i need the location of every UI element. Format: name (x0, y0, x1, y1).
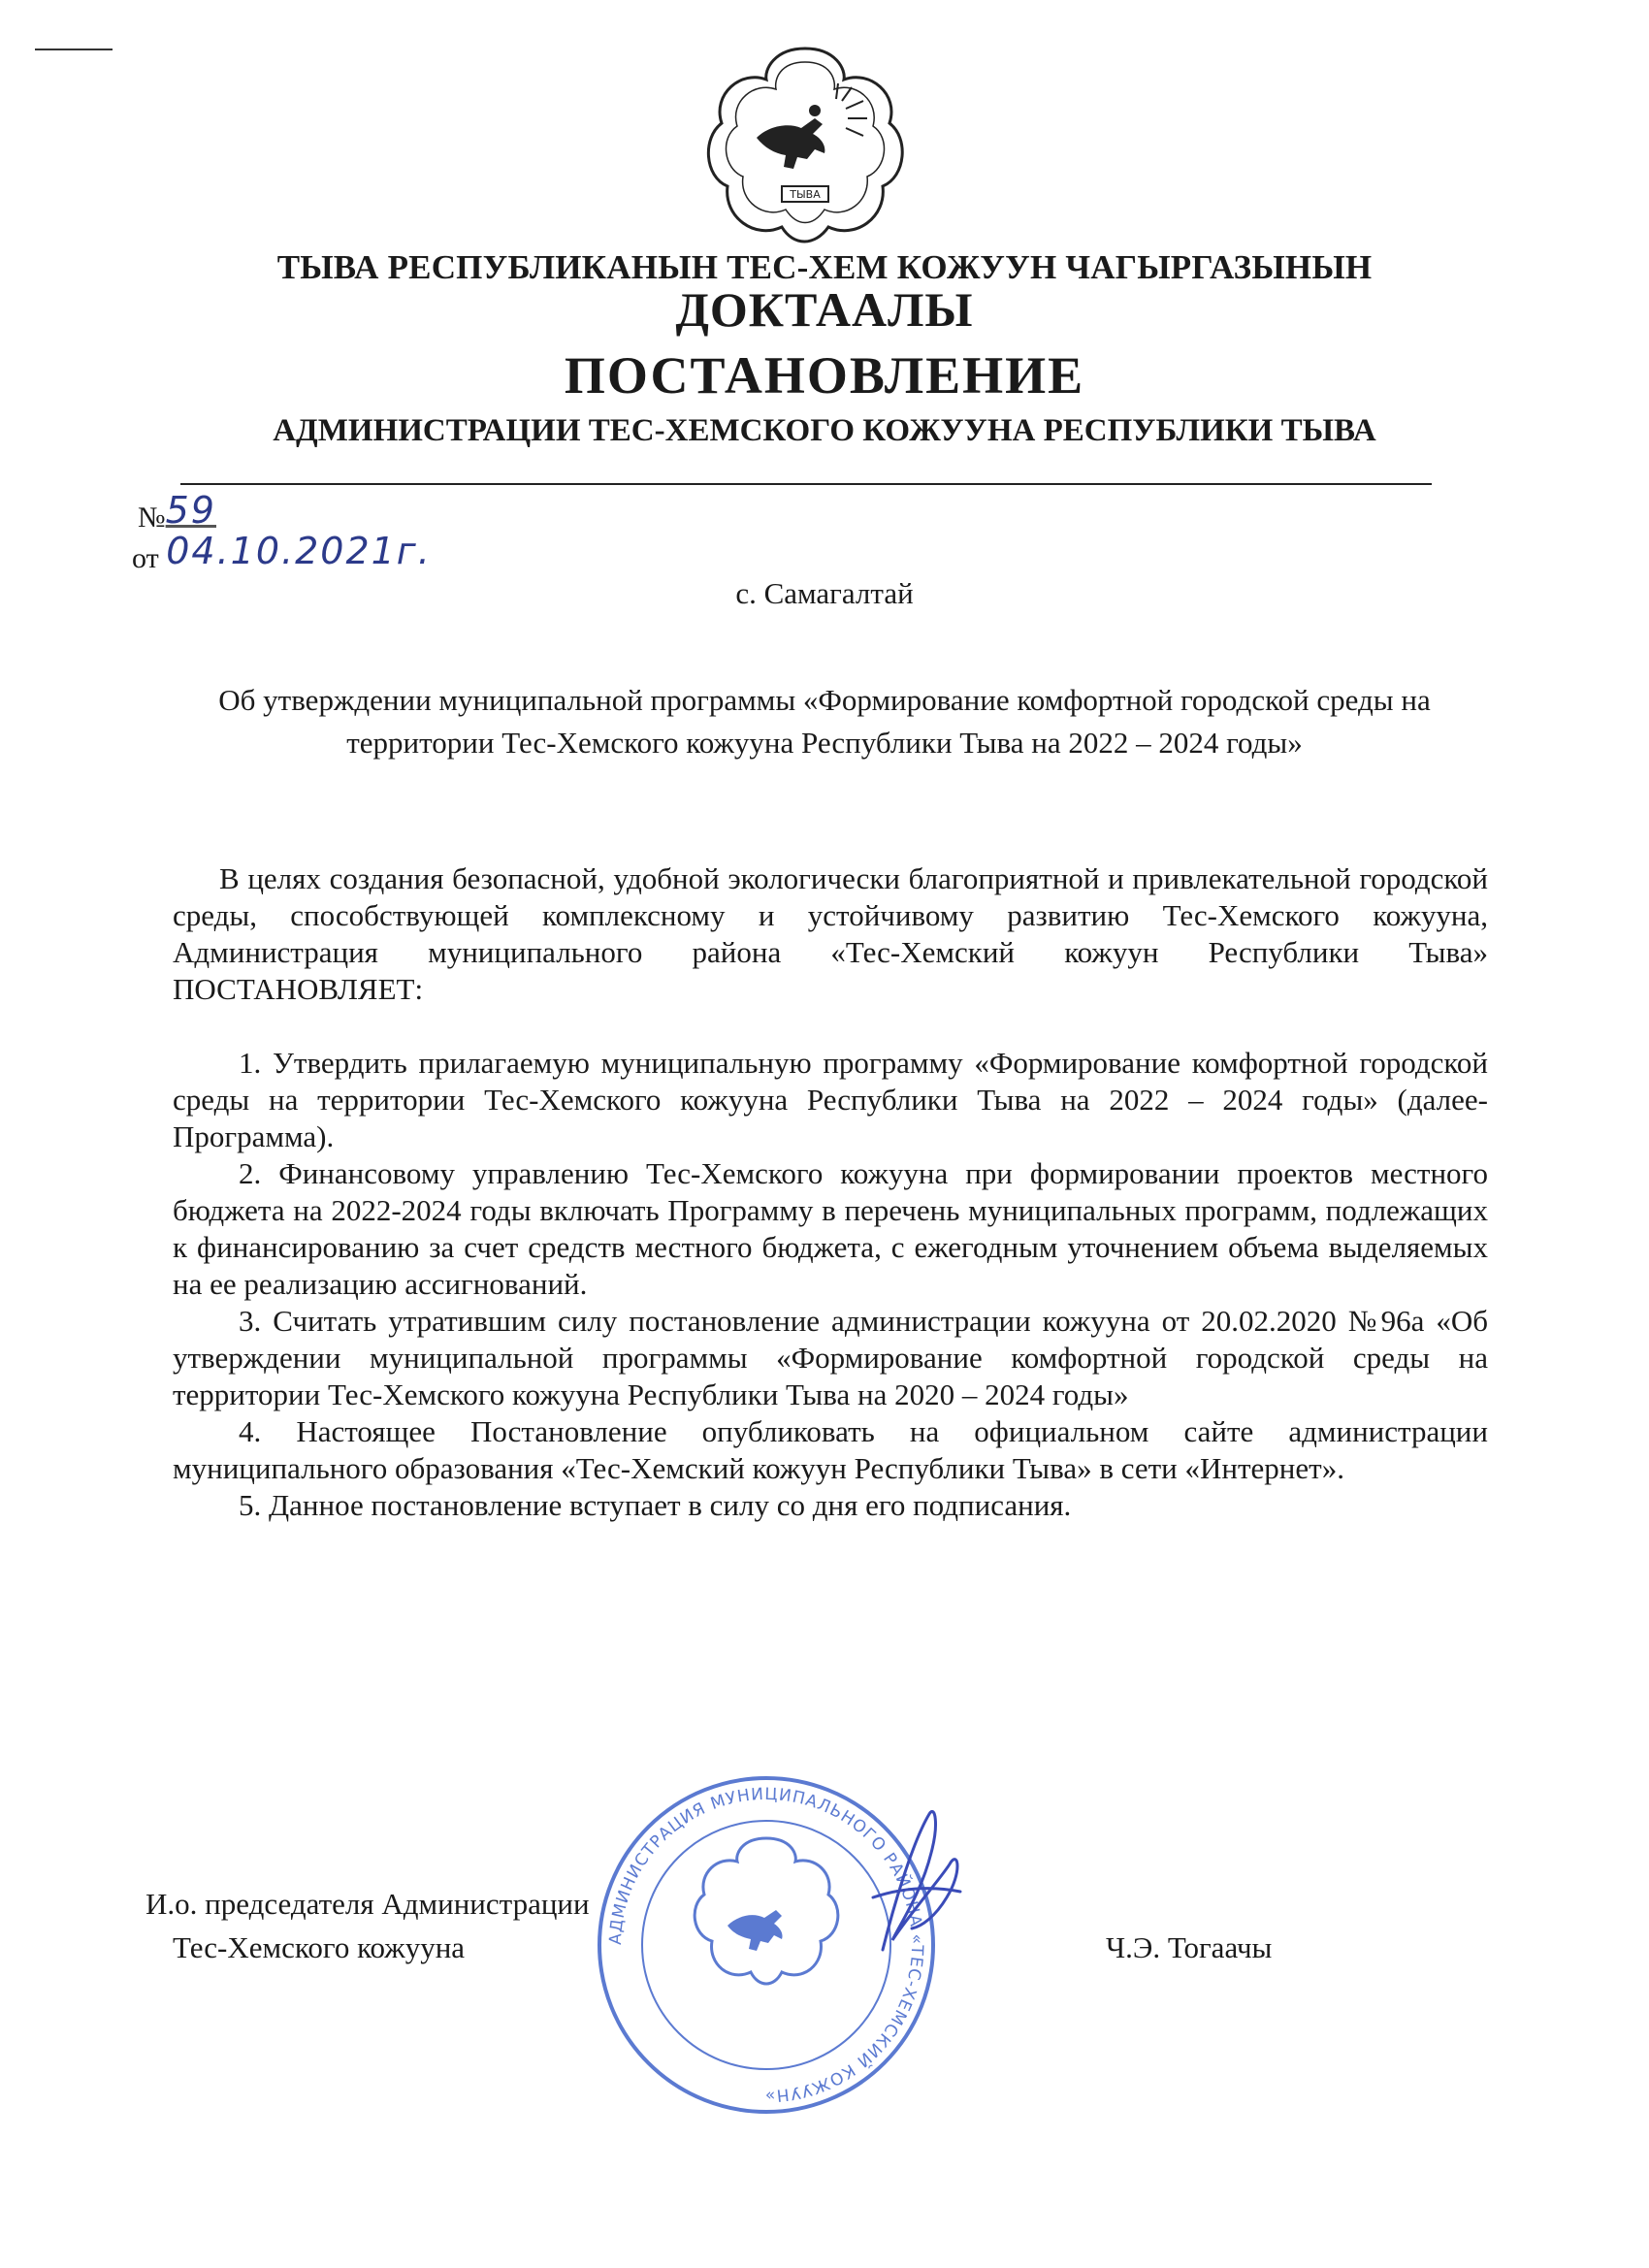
document-body (173, 860, 1488, 1524)
header-divider (180, 483, 1432, 485)
date-handwritten: 04.10.2021г. (166, 530, 432, 572)
header-title-tuvan: ДОКТААЛЫ (675, 282, 974, 337)
date-prefix: от (132, 542, 159, 574)
corner-mark (35, 49, 113, 54)
signatory-name: Ч.Э. Тогаачы (1106, 1930, 1273, 1964)
document-subject: Об утверждении муниципальной программы «Формирование комфортной городской среды на территории Тес-Хемского кожууна Республики Тыва на 2022 – 2024 годы» (218, 683, 1431, 760)
body-item-5: 5. Данное постановление вступает в силу со дня его подписания. (239, 1488, 1072, 1522)
header-title-russian: ПОСТАНОВЛЕНИЕ (564, 346, 1085, 405)
document-date (132, 530, 432, 576)
body-item-1: 1. Утвердить прилагаемую муниципальную программу «Формирование комфортной городской среды на территории Тес-Хемского кожууна Республики Тыва на 2022 – 2024 годы» (далее-Программа). (173, 1046, 1488, 1153)
tuva-coat-of-arms-icon (700, 41, 910, 248)
svg-text:ТЫВА: ТЫВА (790, 188, 821, 201)
body-intro: В целях создания безопасной, удобной экологически благоприятной и привлекательной городской среды, способствующей комплексному и устойчивому развитию Тес-Хемского кожууна, Администрация муниципального района «Тес-Хемский кожуун Республики Тыва» ПОСТАНОВЛЯЕТ: (173, 861, 1488, 1006)
place-of-issue: с. Самагалтай (735, 576, 914, 610)
stamp-text: АДМИНИСТРАЦИЯ МУНИЦИПАЛЬНОГО РАЙОНА «ТЕС-ХЕМСКИЙ КОЖУУН» (605, 1784, 927, 2106)
signatory-position-line2: Тес-Хемского кожууна (173, 1930, 466, 1964)
header-tuvan-line: ТЫВА РЕСПУБЛИКАНЫН ТЕС-ХЕМ КОЖУУН ЧАГЫРГАЗЫНЫН (276, 248, 1373, 286)
body-item-2: 2. Финансовому управлению Тес-Хемского кожууна при формировании проектов местного бюджета на 2022-2024 годы включать Программу в перечень муниципальных программ, подлежащих к финансированию за счет средств местного бюджета, с ежегодным уточнением объема выделяемых на ее реализацию ассигнований. (173, 1156, 1488, 1301)
handwritten-signature (854, 1804, 970, 1960)
number-handwritten: 59 (165, 489, 216, 532)
body-item-3: 3. Считать утратившим силу постановление администрации кожууна от 20.02.2020 №96а «Об утверждении муниципальной программы «Формирование комфортной городской среды на территории Тес-Хемского кожууна Республики Тыва на 2020 – 2024 годы» (173, 1304, 1488, 1411)
header-russian-line: АДМИНИСТРАЦИИ ТЕС-ХЕМСКОГО КОЖУУНА РЕСПУБЛИКИ ТЫВА (273, 413, 1376, 448)
body-item-4: 4. Настоящее Постановление опубликовать на официальном сайте администрации муниципального образования «Тес-Хемский кожуун Республики Тыва» в сети «Интернет». (173, 1414, 1488, 1485)
signatory-position-line1: И.о. председателя Администрации (146, 1887, 590, 1921)
number-prefix: № (138, 502, 166, 534)
